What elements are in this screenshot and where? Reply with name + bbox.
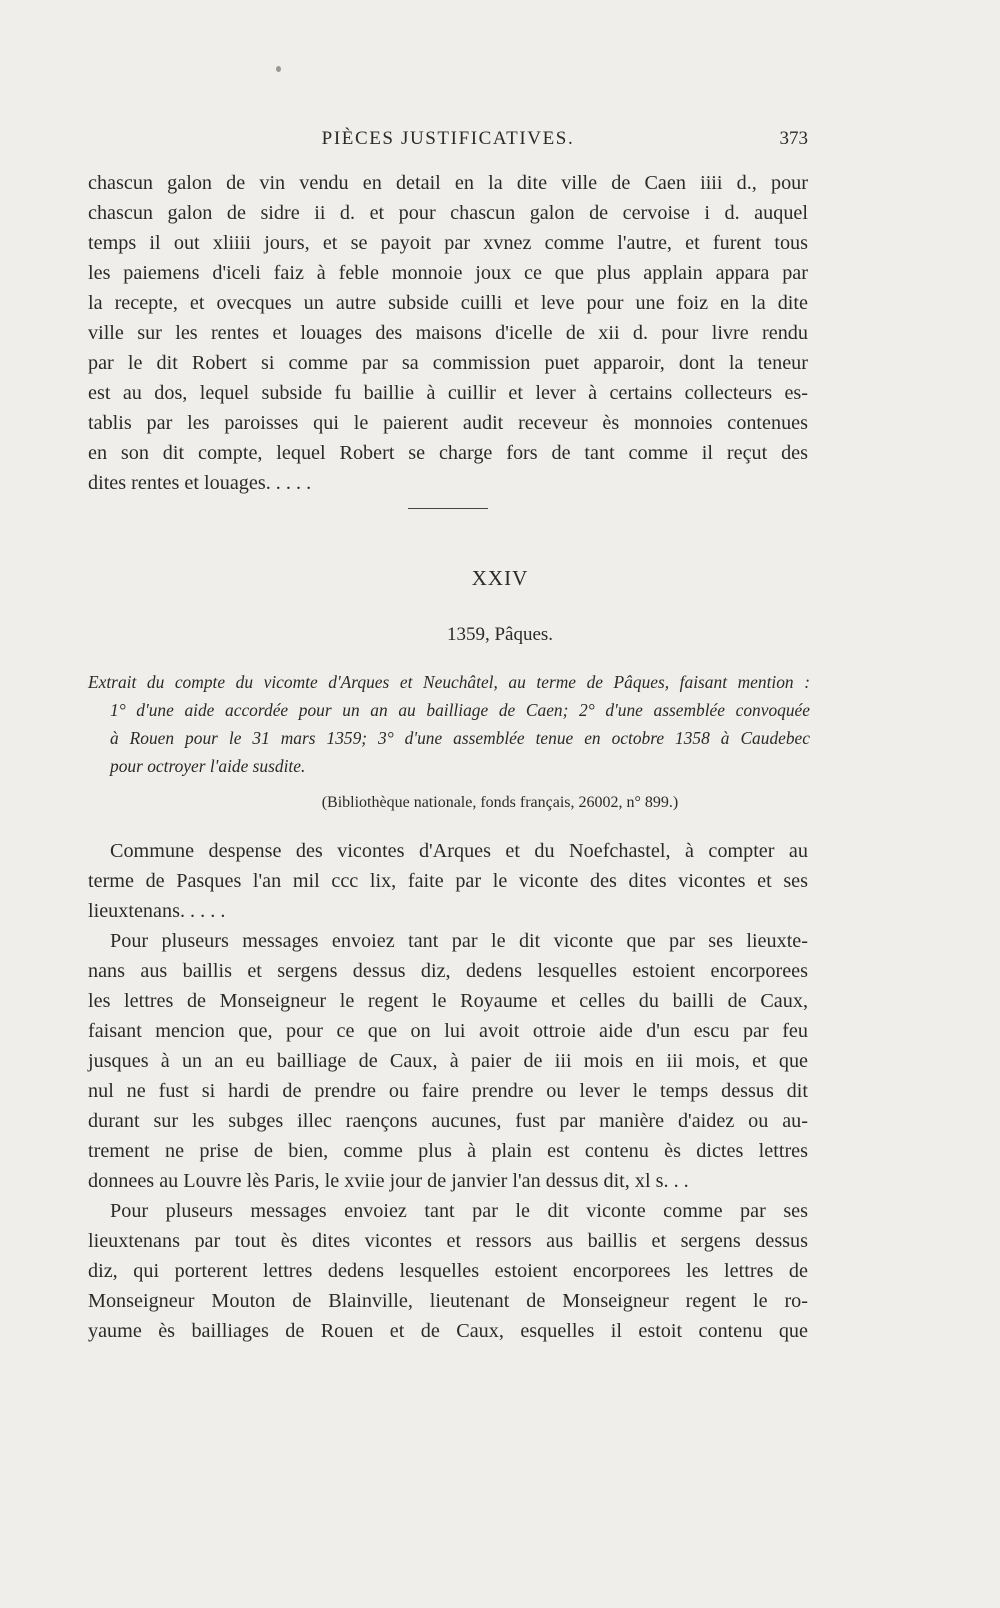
running-header [88, 128, 808, 162]
main-paragraph-1 [88, 836, 808, 926]
text-line: yaume ès bailliages de Rouen et de Caux, esquelles il estoit contenu que [88, 1320, 808, 1342]
summary-line: Extrait du compte du vicomte d'Arques et Neuchâtel, au terme de Pâques, faisant mention : [88, 672, 810, 692]
section-date: 1359, Pâques. [446, 624, 554, 645]
top-paragraph [88, 168, 808, 498]
text-line: lieuxtenans. . . . . [88, 900, 226, 922]
text-line: terme de Pasques l'an mil ccc lix, faite par le viconte des dites vicontes et ses [88, 870, 808, 892]
text-line: les lettres de Monseigneur le regent le Royaume et celles du bailli de Caux, [88, 990, 808, 1012]
text-line: trement ne prise de bien, comme plus à plain est contenu ès dictes lettres [88, 1140, 808, 1162]
text-line: jusques à un an eu bailliage de Caux, à paier de iii mois en iii mois, et que [88, 1050, 808, 1072]
source-citation: (Bibliothèque nationale, fonds français, 26002, n° 899.) [321, 794, 679, 811]
section-number: XXIV [471, 566, 529, 590]
text-line: la recepte, et ovecques un autre subside cuilli et leve pour une foiz en la dite [88, 292, 808, 314]
ink-speck [276, 66, 281, 72]
summary-line: à Rouen pour le 31 mars 1359; 3° d'une assemblée tenue en octobre 1358 à Caudebec [110, 728, 810, 748]
text-line: temps il out xliiii jours, et se payoit par xvnez comme l'autre, et furent tous [88, 232, 808, 254]
section-divider [408, 508, 488, 509]
text-line: Commune despense des vicontes d'Arques et du Noefchastel, à compter au [110, 840, 808, 862]
text-line: tablis par les paroisses qui le paierent audit receveur ès monnoies contenues [88, 412, 808, 434]
text-line: est au dos, lequel subside fu baillie à cuillir et lever à certains collecteurs es- [88, 382, 808, 404]
summary-line: 1° d'une aide accordée pour un an au bailliage de Caen; 2° d'une assemblée convoquée [110, 700, 810, 720]
text-line: dites rentes et louages. . . . . [88, 472, 312, 494]
text-line: chascun galon de vin vendu en detail en la dite ville de Caen iiii d., pour [88, 172, 808, 194]
summary-line: pour octroyer l'aide susdite. [110, 756, 306, 776]
text-line: donnees au Louvre lès Paris, le xviie jour de janvier l'an dessus dit, xl s. . . [88, 1170, 689, 1192]
page-number: 373 [779, 128, 808, 149]
text-line: chascun galon de sidre ii d. et pour chascun galon de cervoise i d. auquel [88, 202, 808, 224]
text-line: Monseigneur Mouton de Blainville, lieutenant de Monseigneur regent le ro- [88, 1290, 808, 1312]
text-line: durant sur les subges illec raençons aucunes, fust par manière d'aidez ou au- [88, 1110, 808, 1132]
text-line: nans aus baillis et sergens dessus diz, dedens lesquelles estoient encorporees [88, 960, 808, 982]
text-line: en son dit compte, lequel Robert se charge fors de tant comme il reçut des [88, 442, 808, 464]
text-line: faisant mencion que, pour ce que on lui avoit ottroie aide d'un escu par feu [88, 1020, 808, 1042]
main-paragraph-2 [88, 926, 808, 1196]
main-paragraph-3 [88, 1196, 808, 1346]
text-line: les paiemens d'iceli faiz à feble monnoie joux ce que plus applain appara par [88, 262, 808, 284]
text-line: diz, qui porterent lettres dedens lesquelles estoient encorporees les lettres de [88, 1260, 808, 1282]
text-line: lieuxtenans par tout ès dites vicontes et ressors aus baillis et sergens dessus [88, 1230, 808, 1252]
header-title: PIÈCES JUSTIFICATIVES. [321, 128, 575, 149]
text-line: par le dit Robert si comme par sa commission puet apparoir, dont la teneur [88, 352, 808, 374]
document-summary [88, 668, 810, 780]
text-line: Pour pluseurs messages envoiez tant par le dit viconte que par ses lieuxte- [110, 930, 808, 952]
text-line: nul ne fust si hardi de prendre ou faire prendre ou lever le temps dessus dit [88, 1080, 808, 1102]
text-line: Pour pluseurs messages envoiez tant par le dit viconte comme par ses [110, 1200, 808, 1222]
text-line: ville sur les rentes et louages des maisons d'icelle de xii d. pour livre rendu [88, 322, 808, 344]
